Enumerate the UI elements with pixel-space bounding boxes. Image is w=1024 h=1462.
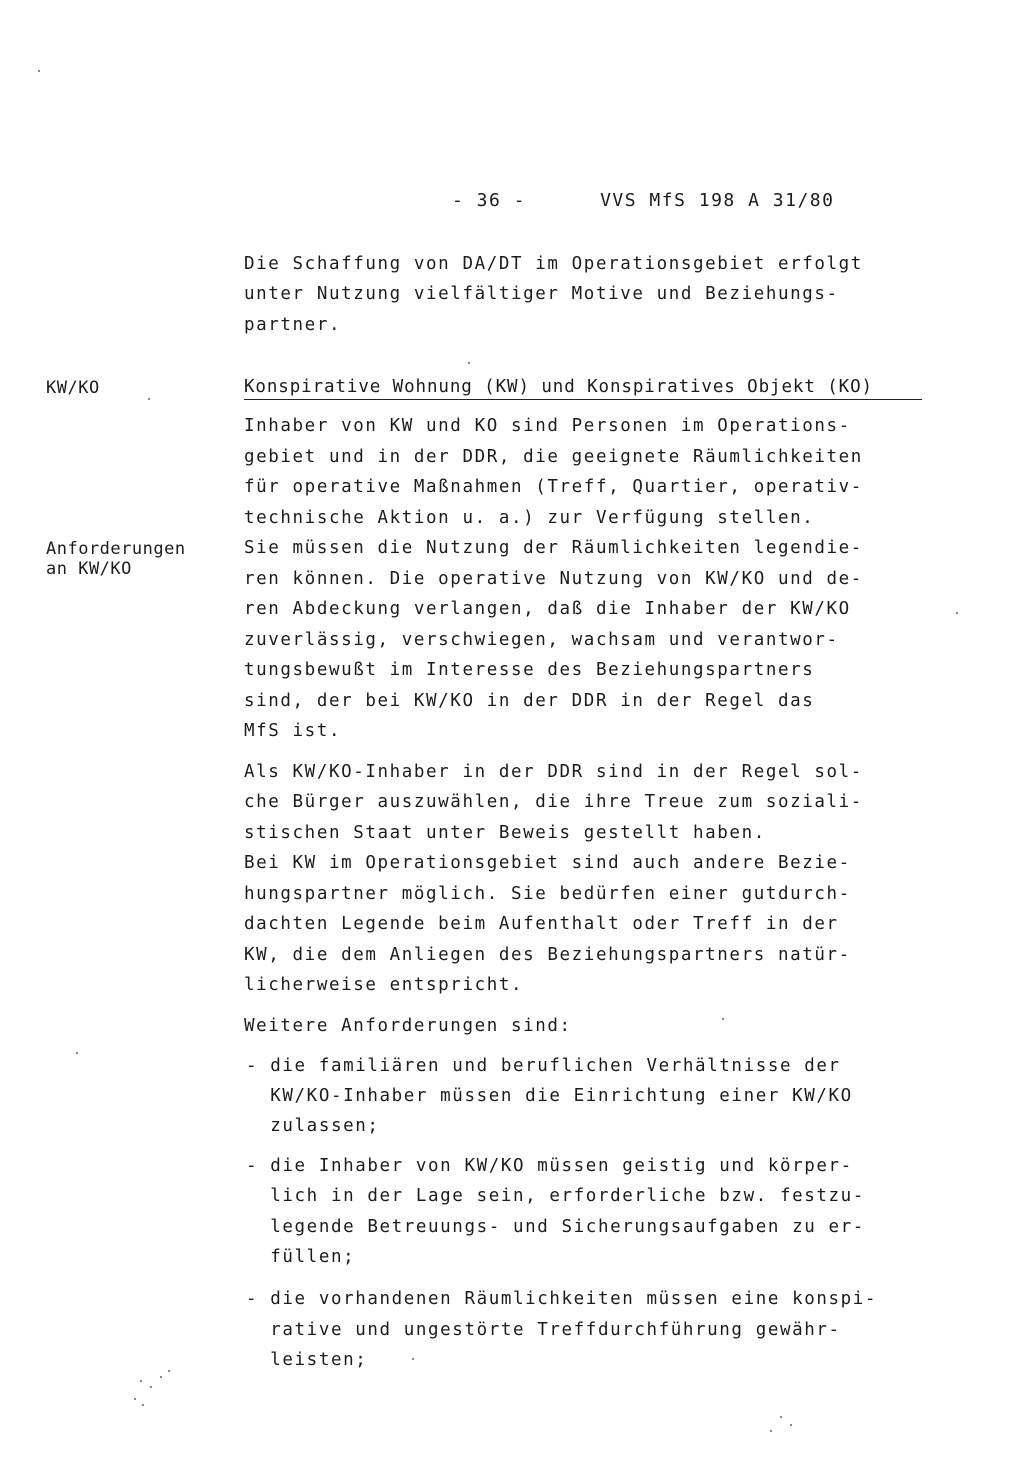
margin-note-an-kwko: an KW/KO (46, 559, 132, 579)
body-line: Sie müssen die Nutzung der Räumlichkeiten legendie- (244, 538, 863, 558)
list-item-line: - die vorhandenen Räumlichkeiten müssen eine konspi- (246, 1289, 878, 1309)
body-line: sind, der bei KW/KO in der DDR in der Regel das (244, 691, 815, 711)
body-line: MfS ist. (244, 721, 342, 741)
body-line: Bei KW im Operationsgebiet sind auch andere Bezie- (244, 853, 851, 873)
body-line: Weitere Anforderungen sind: (244, 1016, 572, 1036)
scan-speck (722, 1018, 724, 1020)
scan-speck (140, 1380, 142, 1382)
intro-line: Die Schaffung von DA/DT im Operationsgebiet erfolgt (244, 254, 863, 274)
body-line: hungspartner möglich. Sie bedürfen einer gutdurch- (244, 884, 851, 904)
scan-speck (780, 1416, 782, 1418)
body-line: Als KW/KO-Inhaber in der DDR sind in der Regel sol- (244, 762, 863, 782)
scan-speck (76, 1052, 78, 1054)
list-item-line: rative und ungestörte Treffdurchführung gewähr- (246, 1320, 841, 1340)
body-line: licherweise entspricht. (244, 975, 524, 995)
page-header (452, 190, 834, 211)
margin-note-kwko: KW/KO (46, 378, 100, 398)
scan-speck (956, 612, 958, 614)
scan-speck (770, 1430, 772, 1432)
scan-speck (150, 1386, 152, 1388)
body-line: tungsbewußt im Interesse des Beziehungspartners (244, 660, 815, 680)
scan-speck (38, 70, 40, 72)
margin-note-anforderungen: Anforderungen (46, 539, 186, 559)
scan-speck (142, 1404, 144, 1406)
section-heading: Konspirative Wohnung (KW) und Konspiratives Objekt (KO) (244, 376, 922, 400)
body-line: che Bürger auszuwählen, die ihre Treue zum soziali- (244, 792, 863, 812)
list-item-line: legende Betreuungs- und Sicherungsaufgaben zu er- (246, 1217, 865, 1237)
scan-speck (790, 1424, 792, 1426)
body-line: stischen Staat unter Beweis gestellt haben. (244, 823, 766, 843)
scan-speck (168, 1370, 170, 1372)
intro-line: unter Nutzung vielfältiger Motive und Beziehungs- (244, 284, 839, 304)
scan-speck (148, 398, 150, 400)
intro-line: partner. (244, 315, 342, 335)
list-item-line: - die familiären und beruflichen Verhältnisse der (246, 1056, 841, 1076)
body-line: gebiet und in der DDR, die geeignete Räumlichkeiten (244, 447, 863, 467)
list-item-line: - die Inhaber von KW/KO müssen geistig und körper- (246, 1156, 853, 1176)
body-line: für operative Maßnahmen (Treff, Quartier, operativ- (244, 477, 863, 497)
list-item-line: füllen; (246, 1247, 356, 1267)
body-line: ren Abdeckung verlangen, daß die Inhaber der KW/KO (244, 599, 851, 619)
scan-speck (160, 1376, 162, 1378)
scan-speck (412, 1358, 414, 1360)
scan-speck (134, 1398, 136, 1400)
body-line: zuverlässig, verschwiegen, wachsam und verantwor- (244, 630, 839, 650)
page-number: - 36 - (452, 190, 527, 211)
scan-speck (468, 362, 470, 364)
list-item-line: lich in der Lage sein, erforderliche bzw. festzu- (246, 1186, 865, 1206)
list-item-line: KW/KO-Inhaber müssen die Einrichtung einer KW/KO (246, 1086, 853, 1106)
body-line: KW, die dem Anliegen des Beziehungspartners natür- (244, 945, 851, 965)
document-reference: VVS MfS 198 A 31/80 (600, 190, 835, 211)
list-item-line: leisten; (246, 1350, 368, 1370)
list-item-line: zulassen; (246, 1116, 380, 1136)
body-line: dachten Legende beim Aufenthalt oder Treff in der (244, 914, 839, 934)
body-line: technische Aktion u. a.) zur Verfügung stellen. (244, 508, 815, 528)
body-line: ren können. Die operative Nutzung von KW/KO und de- (244, 569, 863, 589)
body-line: Inhaber von KW und KO sind Personen im Operations- (244, 416, 851, 436)
